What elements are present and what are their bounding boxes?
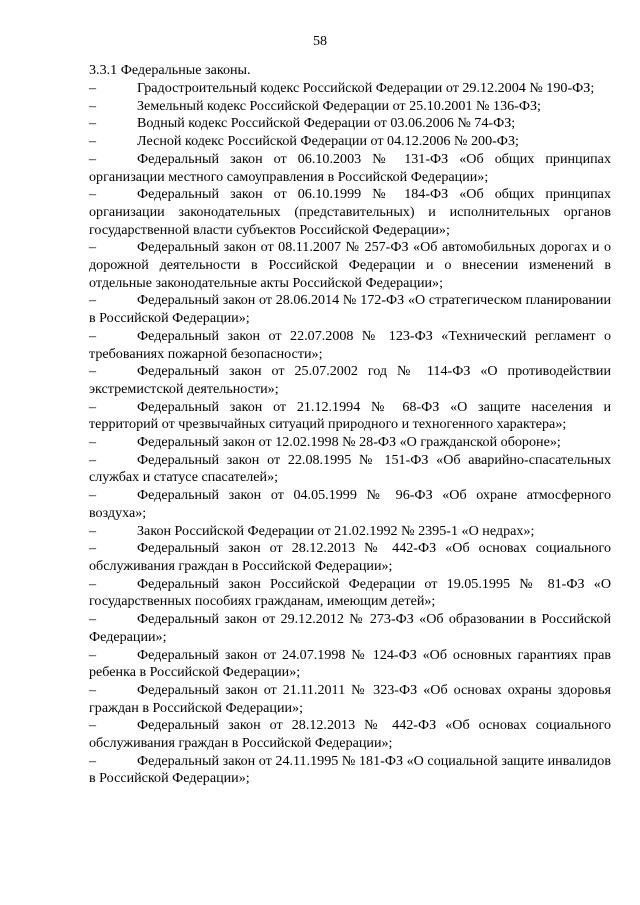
section-heading: 3.3.1 Федеральные законы. — [89, 62, 251, 78]
list-item-text: Градостроительный кодекс Российской Федерации от 29.12.2004 № 190-ФЗ; — [137, 80, 595, 96]
list-item-text: Федеральный закон от 28.06.2014 № 172-ФЗ «О стратегическом планировании в Российской Федерации»; — [89, 292, 611, 327]
list-item-text: Федеральный закон от 24.07.1998 № 124-ФЗ «Об основных гарантиях прав ребенка в Российской Федерации»; — [89, 646, 611, 681]
list-item-text: Водный кодекс Российской Федерации от 03.06.2006 № 74-ФЗ; — [137, 115, 516, 132]
list-item-text: Федеральный закон от 04.05.1999 № 96-ФЗ «Об охране атмосферного воздуха»; — [89, 487, 611, 521]
list-dash: – — [89, 752, 97, 769]
list-item-text: Федеральный закон от 06.10.1999 № 184-ФЗ «Об общих принципах организации законодательных (представительных) и исполнительных органов государственной власти субъектов Российской Федерации»; — [89, 186, 611, 238]
list-item-text: Федеральный закон от 06.10.2003 № 131-ФЗ «Об общих принципах организации местного самоуправления в Российской Федерации»; — [89, 150, 611, 185]
law-list — [89, 80, 611, 788]
list-item-text: Земельный кодекс Российской Федерации от 25.10.2001 № 136-ФЗ; — [137, 97, 541, 114]
list-item-text: Федеральный закон Российской Федерации от 19.05.1995 № 81-ФЗ «О государственных пособиях гражданам, имеющим детей»; — [89, 575, 611, 610]
list-item-text: Федеральный закон от 25.07.2002 год № 114-ФЗ «О противодействии экстремистской деятельности»; — [89, 363, 611, 397]
list-item — [89, 186, 611, 239]
list-dash: – — [89, 97, 97, 114]
list-item — [89, 151, 611, 186]
list-item — [89, 80, 611, 98]
list-dash: – — [89, 611, 97, 628]
list-item — [89, 133, 611, 151]
list-item-text: Лесной кодекс Российской Федерации от 04.12.2006 № 200-ФЗ; — [137, 133, 519, 150]
list-dash: – — [89, 115, 97, 132]
list-dash: – — [89, 186, 97, 203]
list-item — [89, 399, 611, 434]
list-item — [89, 328, 611, 363]
page-number: 58 — [312, 33, 328, 49]
list-dash: – — [89, 398, 97, 415]
list-item-text: Закон Российской Федерации от 21.02.1992 № 2395-1 «О недрах»; — [137, 522, 535, 539]
list-item — [89, 682, 611, 717]
list-item — [89, 363, 611, 398]
list-item-text: Федеральный закон от 24.11.1995 № 181-ФЗ «О социальной защите инвалидов в Российской Федерации»; — [89, 752, 611, 787]
list-dash: – — [89, 292, 97, 309]
list-dash: – — [89, 150, 97, 167]
list-item — [89, 292, 611, 327]
list-dash: – — [89, 434, 97, 451]
list-dash: – — [89, 646, 97, 663]
list-item-text: Федеральный закон от 29.12.2012 № 273-ФЗ «Об образовании в Российской Федерации»; — [89, 611, 611, 645]
list-dash: – — [89, 451, 97, 468]
list-item — [89, 115, 611, 133]
list-dash: – — [89, 80, 97, 96]
list-item — [89, 647, 611, 682]
list-dash: – — [89, 487, 97, 504]
list-item — [89, 239, 611, 292]
list-dash: – — [89, 133, 97, 150]
list-dash: – — [89, 540, 97, 557]
list-item-text: Федеральный закон от 22.07.2008 № 123-ФЗ «Технический регламент о требованиях пожарной безопасности»; — [89, 327, 611, 362]
list-dash: – — [89, 575, 97, 592]
list-dash: – — [89, 363, 97, 380]
list-item — [89, 540, 611, 575]
list-item — [89, 717, 611, 752]
list-dash: – — [89, 522, 97, 539]
list-dash: – — [89, 717, 97, 734]
list-item-text: Федеральный закон от 28.12.2013 № 442-ФЗ «Об основах социального обслуживания граждан в Российской Федерации»; — [89, 540, 611, 574]
list-dash: – — [89, 681, 97, 698]
list-item — [89, 523, 611, 541]
list-item-text: Федеральный закон от 22.08.1995 № 151-ФЗ «Об аварийно-спасательных службах и статусе спасателей»; — [89, 451, 611, 486]
list-item — [89, 611, 611, 646]
list-dash: – — [89, 327, 97, 344]
list-item-text: Федеральный закон от 28.12.2013 № 442-ФЗ «Об основах социального обслуживания граждан в Российской Федерации»; — [89, 717, 611, 752]
list-item — [89, 753, 611, 788]
list-item — [89, 576, 611, 611]
list-dash: – — [89, 239, 97, 256]
list-item — [89, 452, 611, 487]
list-item — [89, 434, 611, 452]
list-item-text: Федеральный закон от 21.12.1994 № 68-ФЗ «О защите населения и территорий от чрезвычайных ситуаций природного и техногенного характера»; — [89, 398, 611, 433]
list-item — [89, 98, 611, 116]
list-item-text: Федеральный закон от 08.11.2007 № 257-ФЗ «Об автомобильных дорогах и о дорожной деятельности в Российской Федерации и о внесении изменений в отдельные законодательные акты Российской Федерации»; — [89, 239, 611, 291]
list-item — [89, 487, 611, 522]
list-item-text: Федеральный закон от 21.11.2011 № 323-ФЗ «Об основах охраны здоровья граждан в Российской Федерации»; — [89, 681, 611, 716]
list-item-text: Федеральный закон от 12.02.1998 № 28-ФЗ «О гражданской обороне»; — [137, 434, 561, 451]
